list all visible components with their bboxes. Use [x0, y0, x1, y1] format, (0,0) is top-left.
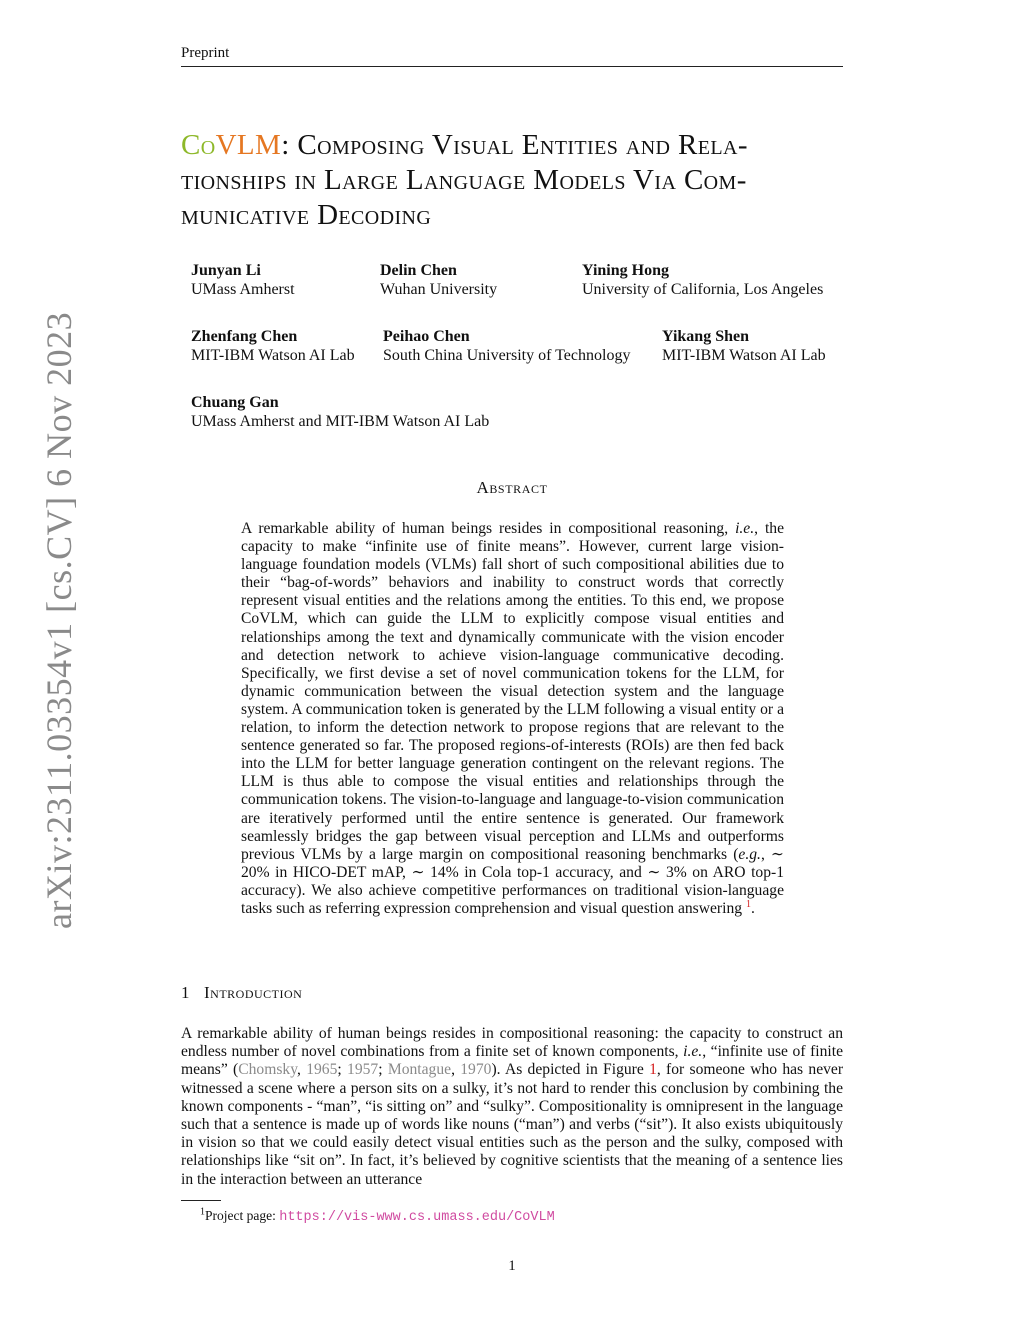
- title-line-1-rest: : Composing Visual Entities and Rela-: [281, 129, 748, 161]
- title-line-3: municative Decoding: [181, 199, 432, 231]
- citation-link[interactable]: 1965: [306, 1061, 338, 1079]
- author-name: Peihao Chen: [383, 328, 470, 345]
- intro-text-part: , “infinite use of finite means” (: [181, 1043, 844, 1079]
- footnote-link[interactable]: 1: [745, 898, 751, 910]
- author-name: Yikang Shen: [662, 328, 749, 345]
- intro-ie: i.e.: [683, 1043, 703, 1061]
- intro-text-part: , for someone who has never witnessed a scene where a person sits on a sulky, it’s not hard to render this conclusion by combining the known components - “man”, “is sitting on” and “sulky”. Compositionality is omnipresent in the language such that a sentence is made up of words like nouns (“man”) and verbs (“sit”). It also exists ubiquitously in vision so that we could easily detect visual entities such as the person and the sulky, composed with relationships like “sit on”. In fact, it’s believed by cognitive scientists that the meaning of a sentence lies in the interaction between an utterance: [181, 1061, 844, 1188]
- author-affiliation: UMass Amherst and MIT-IBM Watson AI Lab: [191, 413, 490, 430]
- abstract-text-part: , the capacity to make “infinite use of finite means”. However, current large vision-language foundation models (VLMs) fall short of such compositional abilities due to their “bag-of-words” behaviors and inability to construct words that correctly represent visual entities and the relations among the entities. To this end, we propose CoVLM, which can guide the LLM to explicitly compose visual entities and relationships among the text and dynamically communicate with the vision encoder and detection network to achieve vision-language communicative decoding. Specifically, we first devise a set of novel communication tokens for the LLM, for dynamic communication between the visual detection system and the language system. A communication token is generated by the LLM following a visual entity or a relation, to inform the detection network to propose regions that are relevant to the sentence generated so far. The proposed regions-of-interests (ROIs) are then fed back into the LLM for better language generation contingent on the relevant regions. The LLM is thus able to compose the visual entities and relationships through the communication tokens. The vision-to-language and language-to-vision communication are iteratively performed until the entire sentence is generated. Our framework seamlessly bridges the gap between visual perception and LLMs and outperforms previous VLMs by a large margin on compositional reasoning benchmarks (: [241, 520, 784, 863]
- author-affiliation: University of California, Los Angeles: [582, 281, 824, 298]
- footnote: [200, 1208, 555, 1225]
- section-title: Introduction: [204, 983, 303, 1002]
- author-block: [191, 327, 355, 365]
- title-name-vlm: VLM: [215, 129, 282, 161]
- citation-link[interactable]: 1970: [460, 1061, 492, 1079]
- title-name-co: Co: [181, 129, 216, 161]
- abstract-body: [241, 520, 784, 918]
- citation-link[interactable]: Chomsky: [238, 1061, 298, 1079]
- title-line-2: tionships in Large Language Models Via Com-: [181, 164, 747, 196]
- citation-link[interactable]: 1957: [347, 1061, 379, 1079]
- author-affiliation: MIT-IBM Watson AI Lab: [191, 347, 355, 364]
- abstract-text-part: A remarkable ability of human beings resides in compositional reasoning,: [241, 520, 736, 537]
- introduction-paragraph: [181, 1025, 843, 1189]
- footnote-label: Project page:: [205, 1208, 280, 1223]
- author-affiliation: UMass Amherst: [191, 281, 295, 298]
- author-name: Yining Hong: [582, 262, 669, 279]
- figure-reference-link[interactable]: 1: [649, 1061, 657, 1079]
- author-affiliation: MIT-IBM Watson AI Lab: [662, 347, 826, 364]
- paper-title: [181, 128, 851, 233]
- author-affiliation: Wuhan University: [380, 281, 498, 298]
- author-block: [191, 393, 489, 431]
- citation-link[interactable]: Montague: [387, 1061, 452, 1079]
- abstract-text-part: , ∼ 20% in HICO-DET mAP, ∼ 14% in Cola top-1 accuracy, and ∼ 3% on ARO top-1 accuracy). We also achieve competitive performances on traditional vision-language tasks such as referring expression comprehension and visual question answering: [241, 845, 784, 917]
- author-name: Chuang Gan: [191, 394, 279, 411]
- section-number: 1: [181, 983, 190, 1002]
- intro-text-part: ). As depicted in Figure: [491, 1061, 650, 1079]
- section-heading-introduction: [181, 983, 302, 1003]
- project-page-link[interactable]: https://vis-www.cs.umass.edu/CoVLM: [279, 1210, 555, 1225]
- author-affiliation: South China University of Technology: [383, 347, 631, 364]
- intro-text-part: ;: [378, 1061, 388, 1079]
- intro-text-part: ,: [297, 1061, 307, 1079]
- author-name: Delin Chen: [380, 262, 457, 279]
- abstract-ie: i.e.: [735, 520, 755, 537]
- author-name: Zhenfang Chen: [191, 328, 298, 345]
- author-block: [380, 261, 497, 299]
- footnote-divider: [181, 1200, 221, 1201]
- author-block: [582, 261, 823, 299]
- author-name: Junyan Li: [191, 262, 261, 279]
- intro-text-part: A remarkable ability of human beings resides in compositional reasoning: the capacity to construct an endless number of novel combinations from a finite set of known components,: [181, 1025, 843, 1061]
- abstract-eg: e.g.: [738, 845, 761, 863]
- author-block: [383, 327, 630, 365]
- author-block: [662, 327, 826, 365]
- intro-text-part: ;: [337, 1061, 348, 1079]
- abstract-text-part: .: [750, 899, 755, 917]
- page-number: 1: [508, 1258, 516, 1274]
- title-line-1: [181, 128, 851, 163]
- arxiv-identifier[interactable]: arXiv:2311.03354v1 [cs.CV] 6 Nov 2023: [39, 311, 79, 929]
- author-block: [191, 261, 295, 299]
- footnote-mark: 1: [200, 1206, 205, 1218]
- intro-text-part: ,: [451, 1061, 461, 1079]
- running-head: Preprint: [181, 45, 843, 67]
- abstract-heading: Abstract: [476, 478, 548, 497]
